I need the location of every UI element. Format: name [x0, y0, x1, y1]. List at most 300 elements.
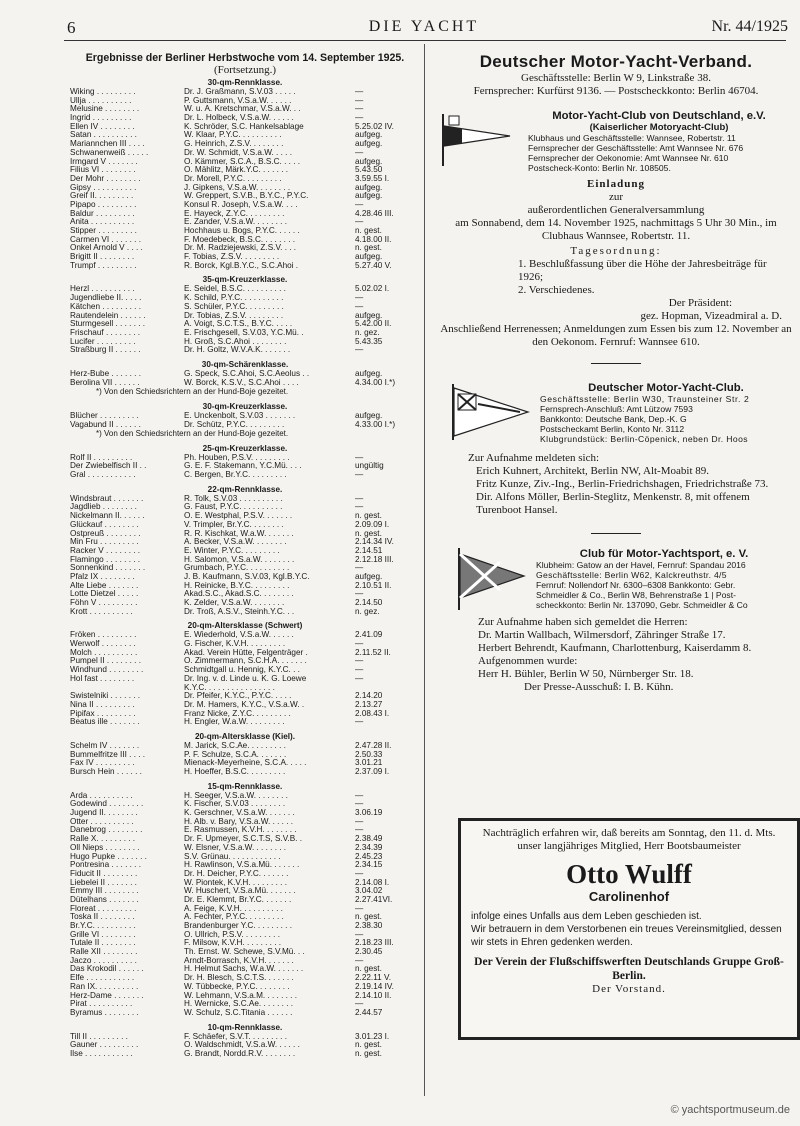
result-row	[70, 262, 420, 271]
club3-member: Dr. Martin Wallbach, Wilmersdorf, Zähringer Straße 17.	[478, 629, 726, 641]
result-row	[70, 131, 420, 140]
result-row	[70, 210, 420, 219]
race-time: 2.14.50	[355, 599, 383, 607]
obit-text-3: Wir betrauern in dem Verstorbenen ein treues Vereinsmitglied, dessen wir stets in Ehren gedenken werden.	[471, 924, 782, 948]
owner-club: Dr. Troß, A.S.V., Steinh.Y.C. . .	[184, 607, 295, 616]
result-row	[70, 521, 420, 530]
race-time: 5.25.02 IV.	[355, 122, 394, 131]
owner-club: G. E. F. Stakemann, Y.C.Mü. . . .	[184, 462, 302, 471]
race-time: aufgeg.	[355, 311, 383, 320]
owner-club: P. Guttsmann, V.S.a.W. . . . . .	[184, 96, 292, 105]
owner-club: Arndt-Borrasch, K.V.H. . . . . . .	[184, 956, 294, 965]
result-row	[70, 471, 420, 480]
race-time: —	[355, 666, 364, 675]
boat-name: Arda . . . . . . . . . .	[70, 791, 133, 800]
race-time: —	[355, 218, 364, 227]
owner-club: S. Schüler, P.Y.C. . . . . . . . .	[184, 302, 284, 311]
result-row	[70, 320, 420, 329]
class-heading: 20-qm-Altersklasse (Schwert)	[187, 621, 303, 631]
result-row	[70, 818, 420, 827]
owner-club: Dr. H. Deicher, P.Y.C. . . . . . .	[184, 869, 289, 878]
dinner-note: Anschließend Herrenessen; Anmeldungen zum Essen bis zum 12. November an den Oekonom. Fernruf: Wannsee 610.	[440, 323, 792, 348]
race-time: aufgeg.	[355, 183, 383, 192]
page-header	[60, 16, 788, 40]
result-row	[70, 379, 420, 388]
boat-name: Ralle XII . . . . . . . .	[70, 948, 138, 957]
race-time: aufgeg.	[355, 131, 383, 140]
boat-name: Fröken . . . . . . . . .	[70, 631, 137, 640]
result-row	[70, 931, 420, 940]
result-row	[70, 454, 420, 463]
owner-club: F. Schäefer, S.V.T. . . . . . . . .	[184, 1032, 287, 1041]
boat-name: Ilse . . . . . . . . . . .	[70, 1049, 133, 1058]
boat-name: Berolina VII . . . . . .	[70, 378, 140, 387]
result-row	[70, 1000, 420, 1009]
race-time: 2.47.28 II.	[355, 741, 392, 750]
boat-name: Br.Y.C. . . . . . . . . .	[70, 922, 136, 930]
agenda-item-1: 1. Beschlußfassung über die Höhe der Jahresbeiträge für 1926;	[518, 258, 767, 283]
owner-club: Dr. J. Graßmann, S.V.03 . . . . .	[184, 88, 296, 96]
boat-name: Emmy III . . . . . . . .	[70, 887, 139, 896]
issue-number: Nr. 44/1925	[711, 18, 788, 35]
boat-name: Herzl . . . . . . . . . .	[70, 285, 135, 294]
result-row	[70, 861, 420, 870]
result-row	[70, 835, 420, 844]
result-row	[70, 751, 420, 760]
class-heading: 10-qm-Rennklasse.	[207, 1022, 283, 1032]
result-row	[70, 692, 420, 701]
race-time: aufgeg.	[355, 411, 383, 420]
boat-name: Ingrid . . . . . . . . .	[70, 114, 132, 123]
race-time: —	[355, 590, 364, 599]
boat-name: Pipifax . . . . . . . . .	[70, 709, 136, 718]
owner-club: W. Klaar, P.Y.C. . . . . . . . . .	[184, 131, 282, 140]
race-time: —	[355, 791, 364, 800]
boat-name: Schelm IV . . . . . . .	[70, 741, 140, 750]
result-row	[70, 462, 420, 471]
race-time: —	[355, 956, 364, 965]
einladung-date: am Sonnabend, dem 14. November 1925, nachmittags 5 Uhr 30 Min., im Clubhaus Wannsee, Robertstr. 11.	[455, 217, 777, 242]
owner-club: K.Y.C. . . . . . . . . . . . . . . .	[184, 683, 275, 692]
result-row	[70, 303, 420, 312]
result-row	[70, 88, 420, 97]
boat-name: Onkel Arnold V . . . .	[70, 244, 143, 253]
boat-name: Blücher . . . . . . . . .	[70, 411, 139, 420]
owner-club: Dr. Pfeifer, K.Y.C., P.Y.C. . . . .	[184, 692, 292, 701]
club3-member: Herbert Behrendt, Kaufmann, Charlottenburg, Kaiserdamm 8.	[478, 642, 752, 654]
result-row	[70, 1050, 420, 1059]
class-heading: 30-qm-Rennklasse.	[207, 78, 283, 87]
race-time: ungültig	[355, 462, 384, 471]
owner-club: E. Seidel, B.S.C. . . . . . . . . .	[184, 285, 286, 294]
result-row	[70, 149, 420, 158]
owner-club: H. Wernicke, S.C.Ae. . . . . . . .	[184, 1000, 294, 1009]
result-row	[70, 957, 420, 966]
boat-name: Das Krokodil . . . . . .	[70, 965, 144, 974]
result-row	[70, 346, 420, 355]
boat-name: Windhund . . . . . . . .	[70, 666, 144, 675]
result-row	[70, 294, 420, 303]
result-row	[70, 512, 420, 521]
result-row	[70, 701, 420, 710]
boat-name: Byramus . . . . . . . .	[70, 1008, 139, 1017]
club1-line: Fernsprecher der Oekonomie: Amt Wannsee Nr. 610	[528, 153, 729, 163]
owner-club: M. Jarick, S.C.Ae. . . . . . . . .	[184, 741, 286, 750]
race-time: aufgeg.	[355, 140, 383, 149]
class-heading: 35-qm-Kreuzerklasse.	[202, 275, 288, 285]
race-time: —	[355, 503, 364, 512]
boat-name: Pirat . . . . . . . . . .	[70, 1000, 133, 1009]
result-row	[70, 244, 420, 253]
owner-club: K. Fischer, S.V.03 . . . . . . . .	[184, 800, 286, 809]
result-row	[70, 123, 420, 132]
result-row	[70, 913, 420, 922]
boat-name: Jagdlieb . . . . . . . .	[70, 503, 137, 512]
result-row	[70, 253, 420, 262]
boat-name: Bursch Hein . . . . . .	[70, 768, 142, 776]
result-row	[70, 599, 420, 608]
race-time: —	[355, 471, 364, 480]
boat-name: Melusine . . . . . . . .	[70, 105, 140, 114]
owner-club: Dr. Tobias, Z.S.V. . . . . . . . .	[184, 311, 284, 320]
result-row	[70, 421, 420, 430]
club3-name: Club für Motor-Yachtsport, e. V.	[579, 548, 749, 560]
owner-club: A. Voigt, S.C.T.S., B.Y.C. . . . .	[184, 320, 293, 329]
race-time: aufgeg.	[355, 253, 383, 262]
owner-club: E. Wiederhold, V.S.a.W. . . . . .	[184, 631, 294, 640]
boat-name: Till II . . . . . . . . .	[70, 1032, 128, 1041]
owner-club: Mienack-Meyerheine, S.C.A. . . . .	[184, 759, 307, 768]
race-time: —	[355, 1000, 364, 1009]
owner-club: R. R. Kischkat, W.a.W. . . . . . .	[184, 529, 294, 538]
boat-name: Liebelei II . . . . . . .	[70, 878, 137, 887]
race-time: —	[355, 96, 364, 105]
boat-name: Carmen VI . . . . . . .	[70, 235, 141, 244]
race-time: 2.27.41VI.	[355, 895, 393, 904]
race-time: —	[355, 869, 364, 878]
owner-club: K. Gerschner, V.S.a.W. . . . . . .	[184, 809, 295, 818]
race-time: 2.09.09 I.	[355, 520, 390, 529]
race-time: 2.41.09	[355, 631, 383, 640]
owner-club: Akad. Verein Hütte, Felgenträger .	[184, 648, 308, 657]
boat-name: Ullja . . . . . . . . . .	[70, 96, 132, 105]
result-row	[70, 412, 420, 421]
result-row	[70, 530, 420, 539]
boat-name: Der Zwiebelfisch II . .	[70, 462, 147, 471]
boat-name: Tutale II . . . . . . . .	[70, 939, 136, 948]
verband-address: Geschäftsstelle: Berlin W 9, Linkstraße 38.	[521, 72, 711, 84]
race-time: —	[355, 930, 364, 939]
club1-line: Klubhaus und Geschäftsstelle: Wannsee, Robertstr. 11	[528, 133, 736, 143]
race-time: —	[355, 294, 364, 303]
result-row	[70, 564, 420, 573]
race-time: 3.01.23 I.	[355, 1032, 390, 1041]
owner-club: Franz Nicke, Z.Y.C. . . . . . . . .	[184, 709, 291, 718]
race-time: 2.14.10 II.	[355, 991, 392, 1000]
obit-text-2: infolge eines Unfalls aus dem Leben geschieden ist.	[471, 911, 702, 922]
result-row	[70, 992, 420, 1001]
owner-club: W. Piontek, K.V.H. . . . . . . . .	[184, 878, 287, 887]
boat-name: Hugo Pupke . . . . . . .	[70, 852, 147, 861]
class-heading: 15-qm-Rennklasse.	[207, 781, 283, 791]
race-time: —	[355, 657, 364, 666]
race-time: 4.18.00 II.	[355, 235, 392, 244]
race-time: 2.34.15	[355, 861, 383, 870]
race-time: n. gest.	[355, 1041, 382, 1050]
boat-name: Jaczo . . . . . . . . . .	[70, 956, 137, 965]
obit-text-1: Nachträglich erfahren wir, daß bereits am Sonntag, den 11. d. Mts. unser langjähriges Mitglied, Herr Bootsbaumeister	[482, 827, 776, 852]
club2-intro: Zur Aufnahme meldeten sich:	[468, 452, 600, 464]
praesident-signature: gez. Hopman, Vizeadmiral a. D.	[640, 310, 782, 322]
result-row	[70, 495, 420, 504]
club2-line: Geschäftsstelle: Berlin W30, Traunsteiner Str. 2	[540, 394, 750, 404]
result-row	[70, 759, 420, 768]
owner-club: Dr. H. Goltz, W.V.A.K. . . . . . .	[184, 346, 291, 355]
boat-name: Föhn V . . . . . . . . .	[70, 599, 138, 607]
race-time: 2.44.57	[355, 1008, 383, 1017]
owner-club: Konsul R. Joseph, V.S.a.W. . . .	[184, 200, 298, 209]
club1-line: Postscheck-Konto: Berlin Nr. 108505.	[528, 163, 671, 173]
owner-club: H. Salomon, V.S.a.W. . . . . . . .	[184, 555, 295, 564]
race-time: 2.45.23	[355, 852, 383, 861]
race-time: 4.34.00 I.*)	[355, 378, 396, 387]
race-time: 5.27.40 V.	[355, 261, 392, 270]
boat-name: Rautendelein . . . . . .	[70, 311, 146, 320]
boat-name: Dütelhans . . . . . . .	[70, 895, 139, 904]
owner-club: H. Hoeffer, B.S.C. . . . . . . . .	[184, 768, 286, 776]
einladung-heading: Einladung	[587, 178, 645, 190]
owner-club: P. F. Schulze, S.C.A. . . . . . .	[184, 750, 287, 759]
result-row	[70, 312, 420, 321]
column-divider	[424, 44, 425, 1096]
owner-club: Akad.S.C., Akad.S.C. . . . . . . .	[184, 590, 294, 599]
race-time: —	[355, 200, 364, 209]
race-time: n. gest.	[355, 1049, 382, 1058]
result-row	[70, 218, 420, 227]
club1-name: Motor-Yacht-Club von Deutschland, e.V.	[552, 110, 766, 122]
result-row	[70, 201, 420, 210]
boat-name: Herz-Bube . . . . . . .	[70, 369, 141, 378]
boat-name: Pumpel II . . . . . . . .	[70, 657, 141, 666]
club3-line: Klubheim: Gatow an der Havel, Fernruf: Spandau 2016	[536, 560, 746, 570]
club2-burgee-icon	[450, 382, 532, 442]
section-gap	[70, 1059, 420, 1064]
owner-club: O. Kämmer, S.C.A., B.S.C. . . . .	[184, 157, 301, 166]
result-row	[70, 983, 420, 992]
race-time: —	[355, 302, 364, 311]
result-row	[70, 948, 420, 957]
result-row	[70, 608, 420, 617]
boat-name: Beatus ille . . . . . . .	[70, 718, 140, 727]
owner-club: S.V. Grünau. . . . . . . . . . . .	[184, 852, 281, 861]
race-time: 2.19.14 IV.	[355, 982, 394, 991]
owner-club: E. Zander, V.S.a.W. . . . . . . .	[184, 218, 287, 227]
race-time: 5.02.02 I.	[355, 285, 390, 294]
boat-name: Jugend II. . . . . . . .	[70, 809, 138, 818]
boat-name: Fax IV . . . . . . . . .	[70, 759, 135, 768]
boat-name: Vagabund II . . . . . .	[70, 420, 141, 429]
result-row	[70, 166, 420, 175]
result-row	[70, 547, 420, 556]
results-column	[70, 52, 420, 1064]
owner-club: W. Greppert, S.V.B., B.Y.C., P.Y.C.	[184, 192, 309, 201]
race-time: aufgeg.	[355, 572, 383, 581]
race-time: —	[355, 453, 364, 462]
boat-name: Grille VI . . . . . . . .	[70, 930, 136, 939]
owner-club: H. Engler, W.a.W. . . . . . . . .	[184, 718, 285, 727]
race-time: —	[355, 88, 364, 96]
boat-name: Anita . . . . . . . . . .	[70, 218, 135, 227]
race-time: 5.43.50	[355, 166, 383, 175]
boat-name: Ellen IV . . . . . . . .	[70, 122, 135, 131]
boat-name: Otter . . . . . . . . . .	[70, 817, 134, 826]
race-time: —	[355, 105, 364, 114]
section-divider	[591, 363, 641, 364]
owner-club: E. Frischgesell, S.V.03, Y.C.Mü. .	[184, 328, 304, 337]
class-heading: 25-qm-Kreuzerklasse.	[202, 443, 288, 453]
race-time: n. gest.	[355, 227, 382, 235]
result-row	[70, 879, 420, 888]
boat-name: Irmgard V . . . . . . .	[70, 157, 138, 166]
race-time: 3.06.19	[355, 809, 383, 818]
race-time: n. gez.	[355, 607, 380, 616]
race-time: 2.11.52 II.	[355, 648, 391, 657]
boat-name: Gipsy . . . . . . . . . .	[70, 183, 137, 192]
result-row	[70, 675, 420, 684]
result-row	[70, 184, 420, 193]
owner-club: Brandenburger Y.C. . . . . . . . .	[184, 922, 293, 930]
owner-club: K. Schild, P.Y.C. . . . . . . . . .	[184, 294, 284, 303]
boat-name: Fiducit II . . . . . . . .	[70, 869, 138, 878]
boat-name: Sonnenkind . . . . . . .	[70, 564, 146, 573]
owner-club: W. Borck, K.S.V., S.C.Ahoi . . . .	[184, 378, 299, 387]
boat-name: Glückauf . . . . . . . .	[70, 520, 139, 529]
result-row	[70, 792, 420, 801]
obit-place: Carolinenhof	[588, 889, 670, 904]
race-time: 2.12.18 III.	[355, 555, 394, 564]
result-row	[70, 503, 420, 512]
club2-line: Bankkonto: Deutsche Bank, Dep.-K. G	[540, 414, 687, 424]
race-time: aufgeg.	[355, 157, 383, 166]
boat-name: Wiking . . . . . . . . .	[70, 88, 136, 96]
owner-club: Dr. M. Hamers, K.Y.C., V.S.a.W. .	[184, 700, 305, 709]
race-time: 2.37.09 I.	[355, 768, 390, 776]
race-time: 3.01.21	[355, 759, 383, 768]
result-row	[70, 1041, 420, 1050]
owner-club: K. Zelder, V.S.a.W. . . . . . . .	[184, 599, 285, 607]
boat-name: Ralle X. . . . . . . . .	[70, 835, 136, 844]
race-time: 2.14.34 IV.	[355, 538, 394, 547]
owner-club: W. Tübbecke, P.Y.C. . . . . . . .	[184, 982, 290, 991]
result-row	[70, 684, 420, 693]
result-row	[70, 329, 420, 338]
race-time: 5.43.35	[355, 337, 383, 346]
owner-club: Grumbach, P.Y.C. . . . . . . . . .	[184, 564, 290, 573]
owner-club: Dr. L. Holbeck, V.S.a.W. . . . . .	[184, 114, 294, 123]
race-time: —	[355, 494, 364, 503]
owner-club: Dr. M. Radziejewski, Z.S.V. . . .	[184, 244, 297, 253]
owner-club: Dr. W. Schmidt, V.S.a.W. . . . .	[184, 148, 292, 157]
boat-name: Mariannchen III . . . .	[70, 140, 145, 149]
verband-contact: Fernsprecher: Kurfürst 9136. — Postscheckkonto: Berlin 46704.	[473, 85, 759, 97]
einladung-zur: zur	[608, 191, 624, 203]
result-row	[70, 285, 420, 294]
boat-name: Alte Liebe . . . . . . .	[70, 581, 139, 590]
boat-name: Gauner . . . . . . . . .	[70, 1041, 139, 1050]
result-row	[70, 338, 420, 347]
owner-club: E. Hayeck, Z.Y.C. . . . . . . . .	[184, 209, 285, 218]
owner-club: O. Mählitz, Märk.Y.C. . . . . . .	[184, 166, 289, 175]
race-time: 2.38.49	[355, 835, 383, 844]
owner-club: Dr. F. Upmeyer, S.C.T.S, S.V.B. .	[184, 835, 302, 844]
race-time: 2.22.11 V.	[355, 974, 391, 983]
boat-name: Filius VI . . . . . . . .	[70, 166, 136, 175]
class-heading: 30-qm-Kreuzerklasse.	[202, 401, 288, 411]
owner-club: Dr. Ing. v. d. Linde u. K. G. Loewe	[184, 674, 307, 683]
header-rule	[64, 40, 786, 41]
obituary-box	[458, 818, 800, 1040]
boat-name: Greif II. . . . . . . . .	[70, 192, 134, 201]
race-time: 2.34.39	[355, 843, 383, 852]
results-sections	[70, 78, 420, 1064]
notices-column	[440, 52, 792, 694]
result-row	[70, 175, 420, 184]
result-row	[70, 657, 420, 666]
owner-club: O. Waldschmidt, V.S.a.W. . . . . .	[184, 1041, 300, 1050]
result-row	[70, 140, 420, 149]
result-row	[70, 582, 420, 591]
result-row	[70, 538, 420, 547]
boat-name: Brigitt II . . . . . . . .	[70, 253, 135, 262]
owner-club: E. Winter, P.Y.C. . . . . . . . .	[184, 546, 280, 555]
boat-name: Hol fast . . . . . . . .	[70, 674, 135, 683]
owner-club: H. Rawlinson, V.S.a.Mü. . . . . . .	[184, 861, 300, 870]
race-time: —	[355, 826, 364, 835]
club2-line: Postscheckamt Berlin, Konto Nr. 3112	[540, 424, 685, 434]
owner-club: G. Fischer, K.V.H. . . . . . . . .	[184, 640, 286, 649]
boat-name: Floreat . . . . . . . . .	[70, 904, 137, 913]
race-time: aufgeg.	[355, 192, 383, 201]
race-time: n. gez.	[355, 328, 380, 337]
owner-club: W. Lehmann, V.S.a.M. . . . . . . .	[184, 991, 298, 1000]
race-time: —	[355, 800, 364, 809]
owner-club: F. Moedebeck, B.S.C. . . . . . . .	[184, 235, 296, 244]
boat-name: Jugendliebe II. . . . .	[70, 294, 142, 303]
club2-member: Erich Kuhnert, Architekt, Berlin NW, Alt-Moabit 89.	[476, 465, 709, 477]
boat-name: Toska II . . . . . . . .	[70, 913, 135, 922]
result-row	[70, 573, 420, 582]
boat-name: Der Mohr . . . . . . . .	[70, 174, 141, 183]
club3-header	[440, 544, 792, 616]
result-row	[70, 809, 420, 818]
boat-name: Sturmgesell . . . . . . .	[70, 320, 146, 329]
result-row	[70, 631, 420, 640]
owner-club: A. Feige, K.V.H. . . . . . . . . .	[184, 904, 283, 913]
boat-name: Ostpreuß . . . . . . . .	[70, 529, 141, 538]
obit-vorstand: Der Vorstand.	[592, 983, 666, 995]
results-title: Ergebnisse der Berliner Herbstwoche vom 14. September 1925.	[85, 52, 405, 64]
owner-club: H. Helmut Sachs, W.a.W. . . . . . .	[184, 965, 304, 974]
owner-club: W. u. A. Kretschmar, V.S.a.W. . .	[184, 105, 301, 114]
owner-club: E. Rasmussen, K.V.H. . . . . . . .	[184, 826, 297, 835]
owner-club: W. Elsner, V.S.a.W. . . . . . . .	[184, 843, 287, 852]
boat-name: Ran IX. . . . . . . . . .	[70, 982, 139, 991]
race-time: 2.18.23 III.	[355, 939, 394, 948]
result-row	[70, 905, 420, 914]
obit-org: Der Verein der Flußschiffswerften Deutschlands Gruppe Groß-Berlin.	[474, 956, 784, 982]
owner-club: A. Becker, V.S.a.W. . . . . . . .	[184, 538, 287, 547]
results-subtitle: (Fortsetzung.)	[213, 64, 276, 76]
